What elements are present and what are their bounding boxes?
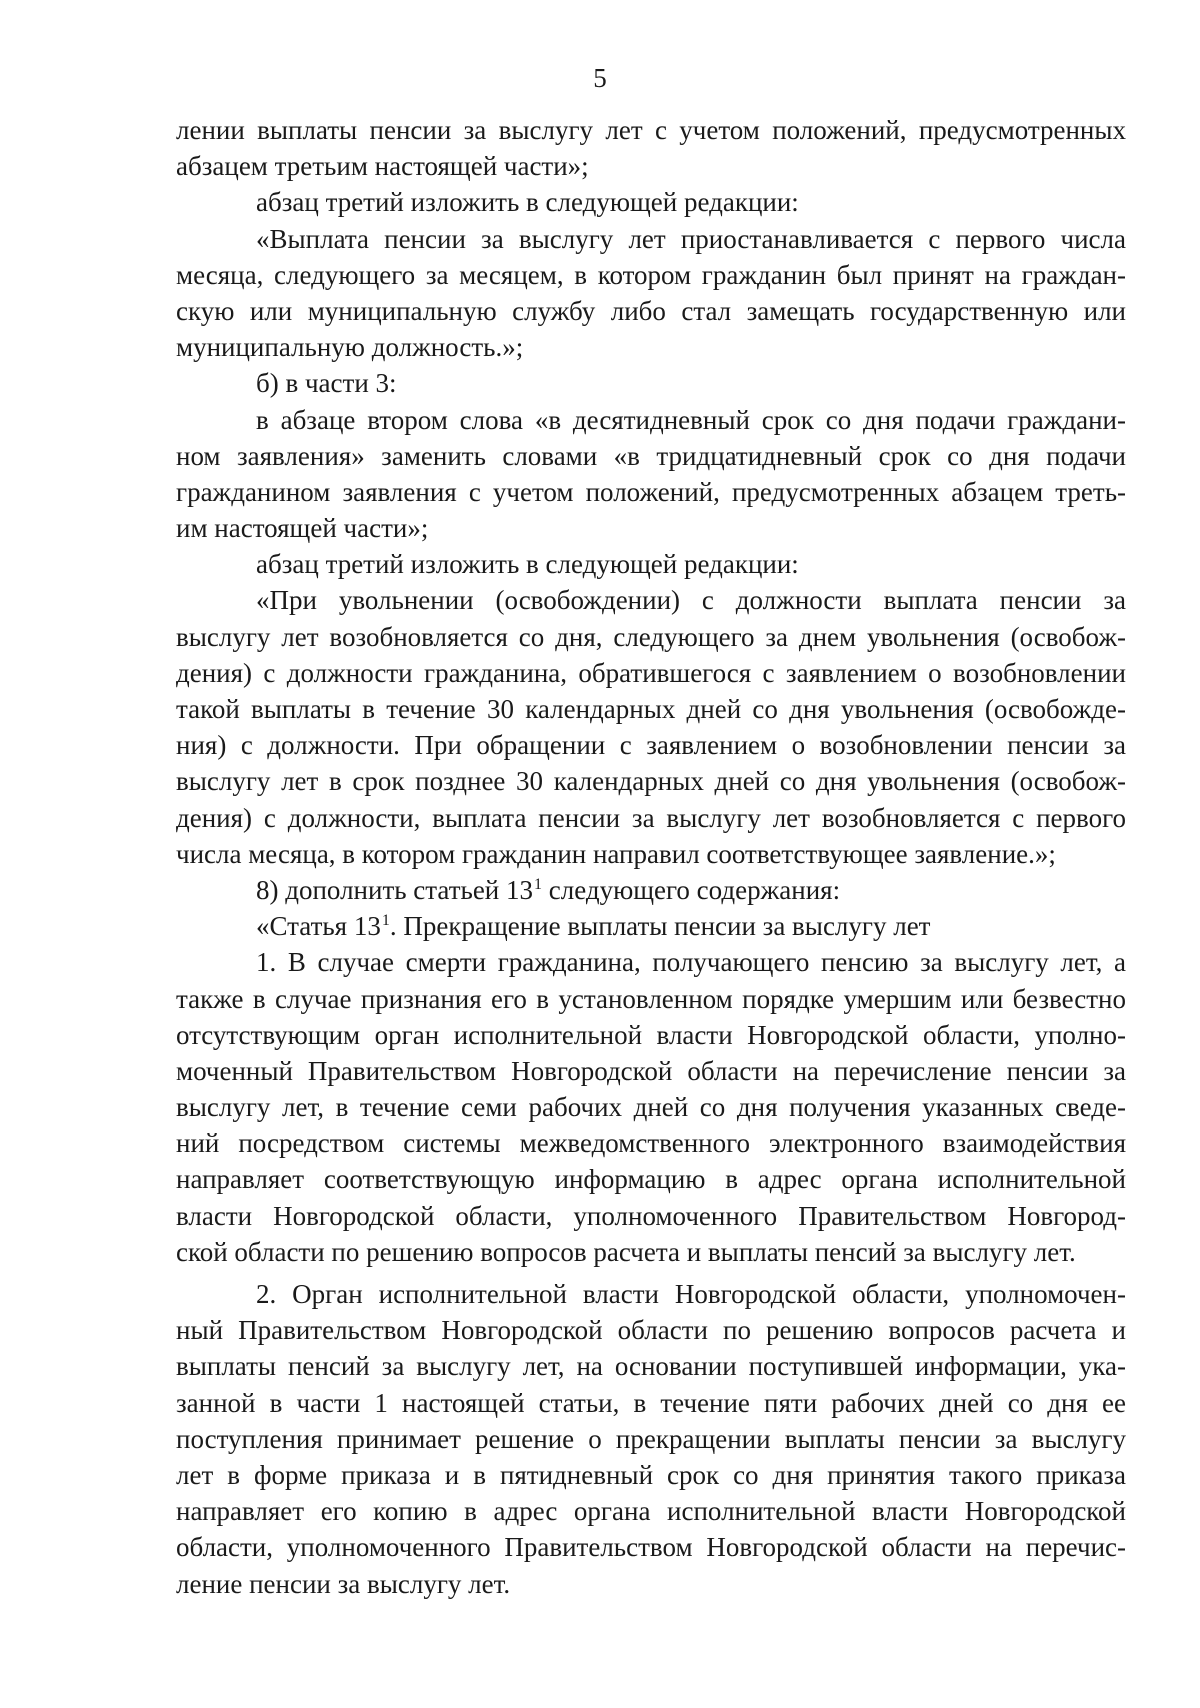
- text-line: абзац третий изложить в следующей редакции:: [256, 549, 799, 580]
- text-line: выслугу лет в срок позднее 30 календарных дней со дня увольнения (освобож-: [176, 766, 1126, 797]
- text-line: ния) с должности. При обращении с заявлением о возобновлении пенсии за: [176, 730, 1126, 761]
- superscript: 1: [534, 875, 543, 893]
- text-line: им настоящей части»;: [176, 513, 429, 544]
- text-line: «При увольнении (освобождении) с должности выплата пенсии за: [256, 585, 1126, 616]
- text-line: лении выплаты пенсии за выслугу лет с учетом положений, предусмотренных: [176, 115, 1126, 145]
- text-line: также в случае признания его в установленном порядке умершим или безвестно: [176, 983, 1126, 1014]
- text-line: [176, 872, 1126, 908]
- text-line: моченный Правительством Новгородской области на перечисление пенсии за: [176, 1055, 1126, 1086]
- superscript: 1: [381, 912, 390, 930]
- text-line: гражданином заявления с учетом положений, предусмотренных абзацем треть-: [176, 476, 1126, 507]
- text-line: власти Новгородской области, уполномоченного Правительством Новгород-: [176, 1200, 1126, 1231]
- text-line: «Выплата пенсии за выслугу лет приостанавливается с первого числа: [256, 223, 1126, 254]
- text-line: абзацем третьим настоящей части»;: [176, 151, 589, 182]
- document-body: [176, 112, 1126, 1602]
- text-line: направляет его копию в адрес органа исполнительной власти Новгородской: [176, 1496, 1126, 1527]
- text-line: ний посредством системы межведомственного электронного взаимодействия: [176, 1128, 1126, 1159]
- text-line: числа месяца, в котором гражданин направил соответствующее заявление.»;: [176, 838, 1056, 869]
- text-line: 2. Орган исполнительной власти Новгородской области, уполномочен-: [256, 1279, 1126, 1309]
- text-line: ный Правительством Новгородской области по решению вопросов расчета и: [176, 1315, 1126, 1346]
- text-line: занной в части 1 настоящей статьи, в течение пяти рабочих дней со дня ее: [176, 1387, 1126, 1418]
- article-heading: [176, 908, 1126, 944]
- line-text: . Прекращение выплаты пенсии за выслугу лет: [389, 911, 931, 942]
- text-line: выплаты пенсий за выслугу лет, на основании поступившей информации, ука-: [176, 1351, 1126, 1382]
- text-line: направляет соответствующую информацию в адрес органа исполнительной: [176, 1164, 1126, 1195]
- text-line: муниципальную должность.»;: [176, 332, 524, 363]
- line-text: «Статья 13: [256, 911, 381, 942]
- text-line: поступления принимает решение о прекращении выплаты пенсии за выслугу: [176, 1423, 1126, 1454]
- text-line: ской области по решению вопросов расчета и выплаты пенсий за выслугу лет.: [176, 1236, 1076, 1267]
- page-number: 5: [593, 63, 607, 93]
- text-line: абзац третий изложить в следующей редакции:: [256, 187, 799, 218]
- line-text: 8) дополнить статьей 13: [256, 874, 534, 905]
- text-line: такой выплаты в течение 30 календарных дней со дня увольнения (освобожде-: [176, 694, 1126, 724]
- text-line: области, уполномоченного Правительством Новгородской области на перечис-: [176, 1532, 1126, 1563]
- text-line: ление пенсии за выслугу лет.: [176, 1568, 511, 1599]
- text-line: отсутствующим орган исполнительной власти Новгородской области, уполно-: [176, 1019, 1126, 1050]
- text-line: выслугу лет, в течение семи рабочих дней со дня получения указанных сведе-: [176, 1092, 1126, 1123]
- text-line: месяца, следующего за месяцем, в котором гражданин был принят на граждан-: [176, 259, 1126, 290]
- text-line: в абзаце втором слова «в десятидневный срок со дня подачи граждани-: [256, 404, 1126, 435]
- text-line: б) в части 3:: [256, 368, 397, 399]
- text-line: 1. В случае смерти гражданина, получающего пенсию за выслугу лет, а: [256, 947, 1126, 978]
- text-line: лет в форме приказа и в пятидневный срок со дня принятия такого приказа: [176, 1459, 1126, 1490]
- text-line: ном заявления» заменить словами «в тридцатидневный срок со дня подачи: [176, 440, 1126, 471]
- text-line: дения) с должности, выплата пенсии за выслугу лет возобновляется с первого: [176, 802, 1126, 833]
- text-line: выслугу лет возобновляется со дня, следующего за днем увольнения (освобож-: [176, 621, 1126, 652]
- text-line: дения) с должности гражданина, обратившегося с заявлением о возобновлении: [176, 657, 1126, 688]
- text-line: скую или муниципальную службу либо стал замещать государственную или: [176, 295, 1126, 326]
- line-text: следующего содержания:: [542, 874, 841, 905]
